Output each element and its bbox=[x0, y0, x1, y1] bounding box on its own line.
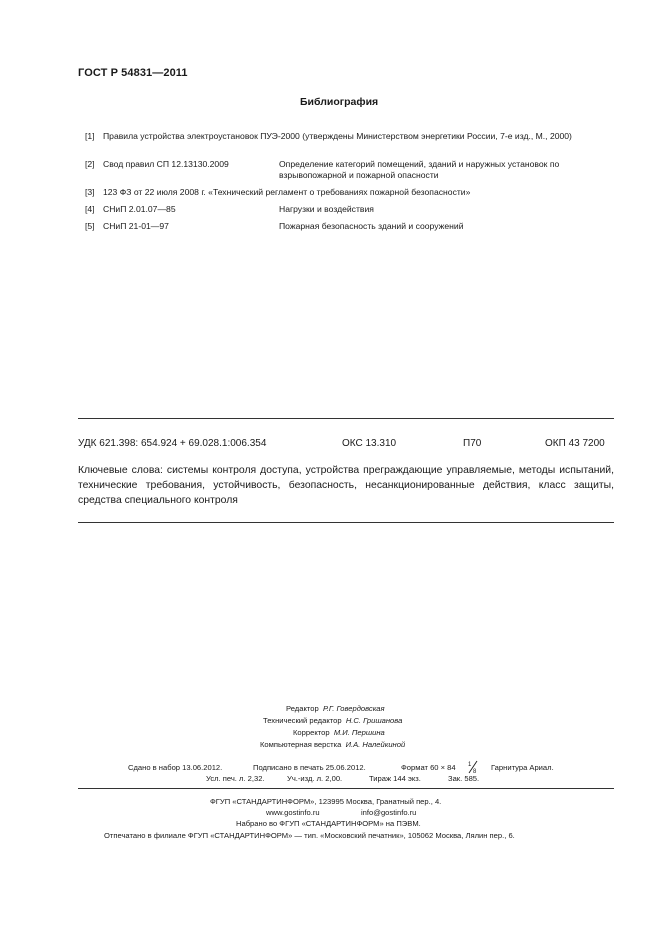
entry-text: Правила устройства электроустановок ПУЭ-2000 (утверждены Министерством энергетики России, 7-е изд., М., 2000) bbox=[103, 131, 572, 141]
entry-number: [4] bbox=[85, 204, 95, 214]
bibliography-heading: Библиография bbox=[300, 96, 379, 108]
entry-number: [5] bbox=[85, 221, 95, 231]
tech-editor-name: Н.С. Гришанова bbox=[345, 716, 403, 725]
bibliography-entry bbox=[85, 131, 625, 153]
imprint-corrector bbox=[293, 728, 385, 737]
corrector-name: М.И. Першина bbox=[333, 728, 385, 737]
print-sheets: Усл. печ. л. 2,32. bbox=[206, 774, 265, 783]
publisher-address: ФГУП «СТАНДАРТИНФОРМ», 123995 Москва, Гранатный пер., 4. bbox=[210, 797, 442, 806]
bibliography-entry bbox=[85, 187, 625, 198]
signed-to-print: Подписано в печать 25.06.2012. bbox=[253, 763, 366, 772]
order-number: Зак. 585. bbox=[448, 774, 480, 783]
entry-description: Нагрузки и воздействия bbox=[279, 204, 374, 214]
print-run: Тираж 144 экз. bbox=[369, 774, 421, 783]
printed-note: Отпечатано в филиале ФГУП «СТАНДАРТИНФОРМ» — тип. «Московский печатник», 105062 Москва, Лялин пер., 6. bbox=[104, 831, 515, 840]
entry-description: Определение категорий помещений, зданий и наружных установок по взрывопожарной и пожарной опасности bbox=[279, 159, 560, 180]
bibliography-entry bbox=[85, 221, 625, 232]
fraction-denominator: 8 bbox=[473, 769, 477, 774]
pub-sheets: Уч.-изд. л. 2,00. bbox=[287, 774, 343, 783]
divider-top bbox=[78, 418, 614, 419]
p-code: П70 bbox=[463, 438, 482, 449]
divider-bottom bbox=[78, 522, 614, 523]
entry-number: [2] bbox=[85, 159, 95, 169]
sent-to-set: Сдано в набор 13.06.2012. bbox=[128, 763, 223, 772]
entry-code: СНиП 2.01.07—85 bbox=[103, 204, 176, 214]
tech-editor-label: Технический редактор bbox=[263, 716, 342, 725]
fraction-one-eighth bbox=[467, 760, 479, 774]
font-typeface: Гарнитура Ариал. bbox=[491, 763, 554, 772]
bibliography-entry bbox=[85, 204, 625, 215]
layout-label: Компьютерная верстка bbox=[260, 740, 342, 749]
imprint-layout bbox=[260, 740, 405, 749]
okp-code: ОКП 43 7200 bbox=[545, 438, 605, 449]
fraction-numerator: 1 bbox=[468, 762, 472, 768]
editor-name: Р.Г. Говердовская bbox=[322, 704, 385, 713]
imprint-editor bbox=[286, 704, 385, 713]
entry-number: [3] bbox=[85, 187, 95, 197]
imprint-tech-editor bbox=[263, 716, 402, 725]
entry-text: 123 ФЗ от 22 июля 2008 г. «Технический регламент о требованиях пожарной безопасности» bbox=[103, 187, 471, 197]
website-link[interactable]: www.gostinfo.ru bbox=[266, 808, 320, 817]
entry-description: Пожарная безопасность зданий и сооружений bbox=[279, 221, 464, 231]
layout-name: И.А. Налейкиной bbox=[345, 740, 406, 749]
standard-identifier: ГОСТ Р 54831—2011 bbox=[78, 67, 188, 79]
editor-label: Редактор bbox=[286, 704, 319, 713]
corrector-label: Корректор bbox=[293, 728, 330, 737]
divider-imprint bbox=[78, 788, 614, 789]
keywords-paragraph: Ключевые слова: системы контроля доступа, устройства преграждающие управляемые, методы испытаний, технические требования, устойчивость, безопасность, несанкционированные действия, класс защиты, средства специального контроля bbox=[78, 465, 614, 506]
oks-code: ОКС 13.310 bbox=[342, 438, 397, 449]
bibliography-entry bbox=[85, 159, 625, 181]
format: Формат 60 × 84 bbox=[401, 763, 456, 772]
entry-number: [1] bbox=[85, 131, 95, 141]
typeset-note: Набрано во ФГУП «СТАНДАРТИНФОРМ» на ПЭВМ. bbox=[236, 819, 421, 828]
entry-code: СНиП 21-01—97 bbox=[103, 221, 169, 231]
entry-code: Свод правил СП 12.13130.2009 bbox=[103, 159, 229, 169]
udk-code: УДК 621.398: 654.924 + 69.028.1:006.354 bbox=[78, 438, 267, 449]
email-link[interactable]: info@gostinfo.ru bbox=[361, 808, 417, 817]
